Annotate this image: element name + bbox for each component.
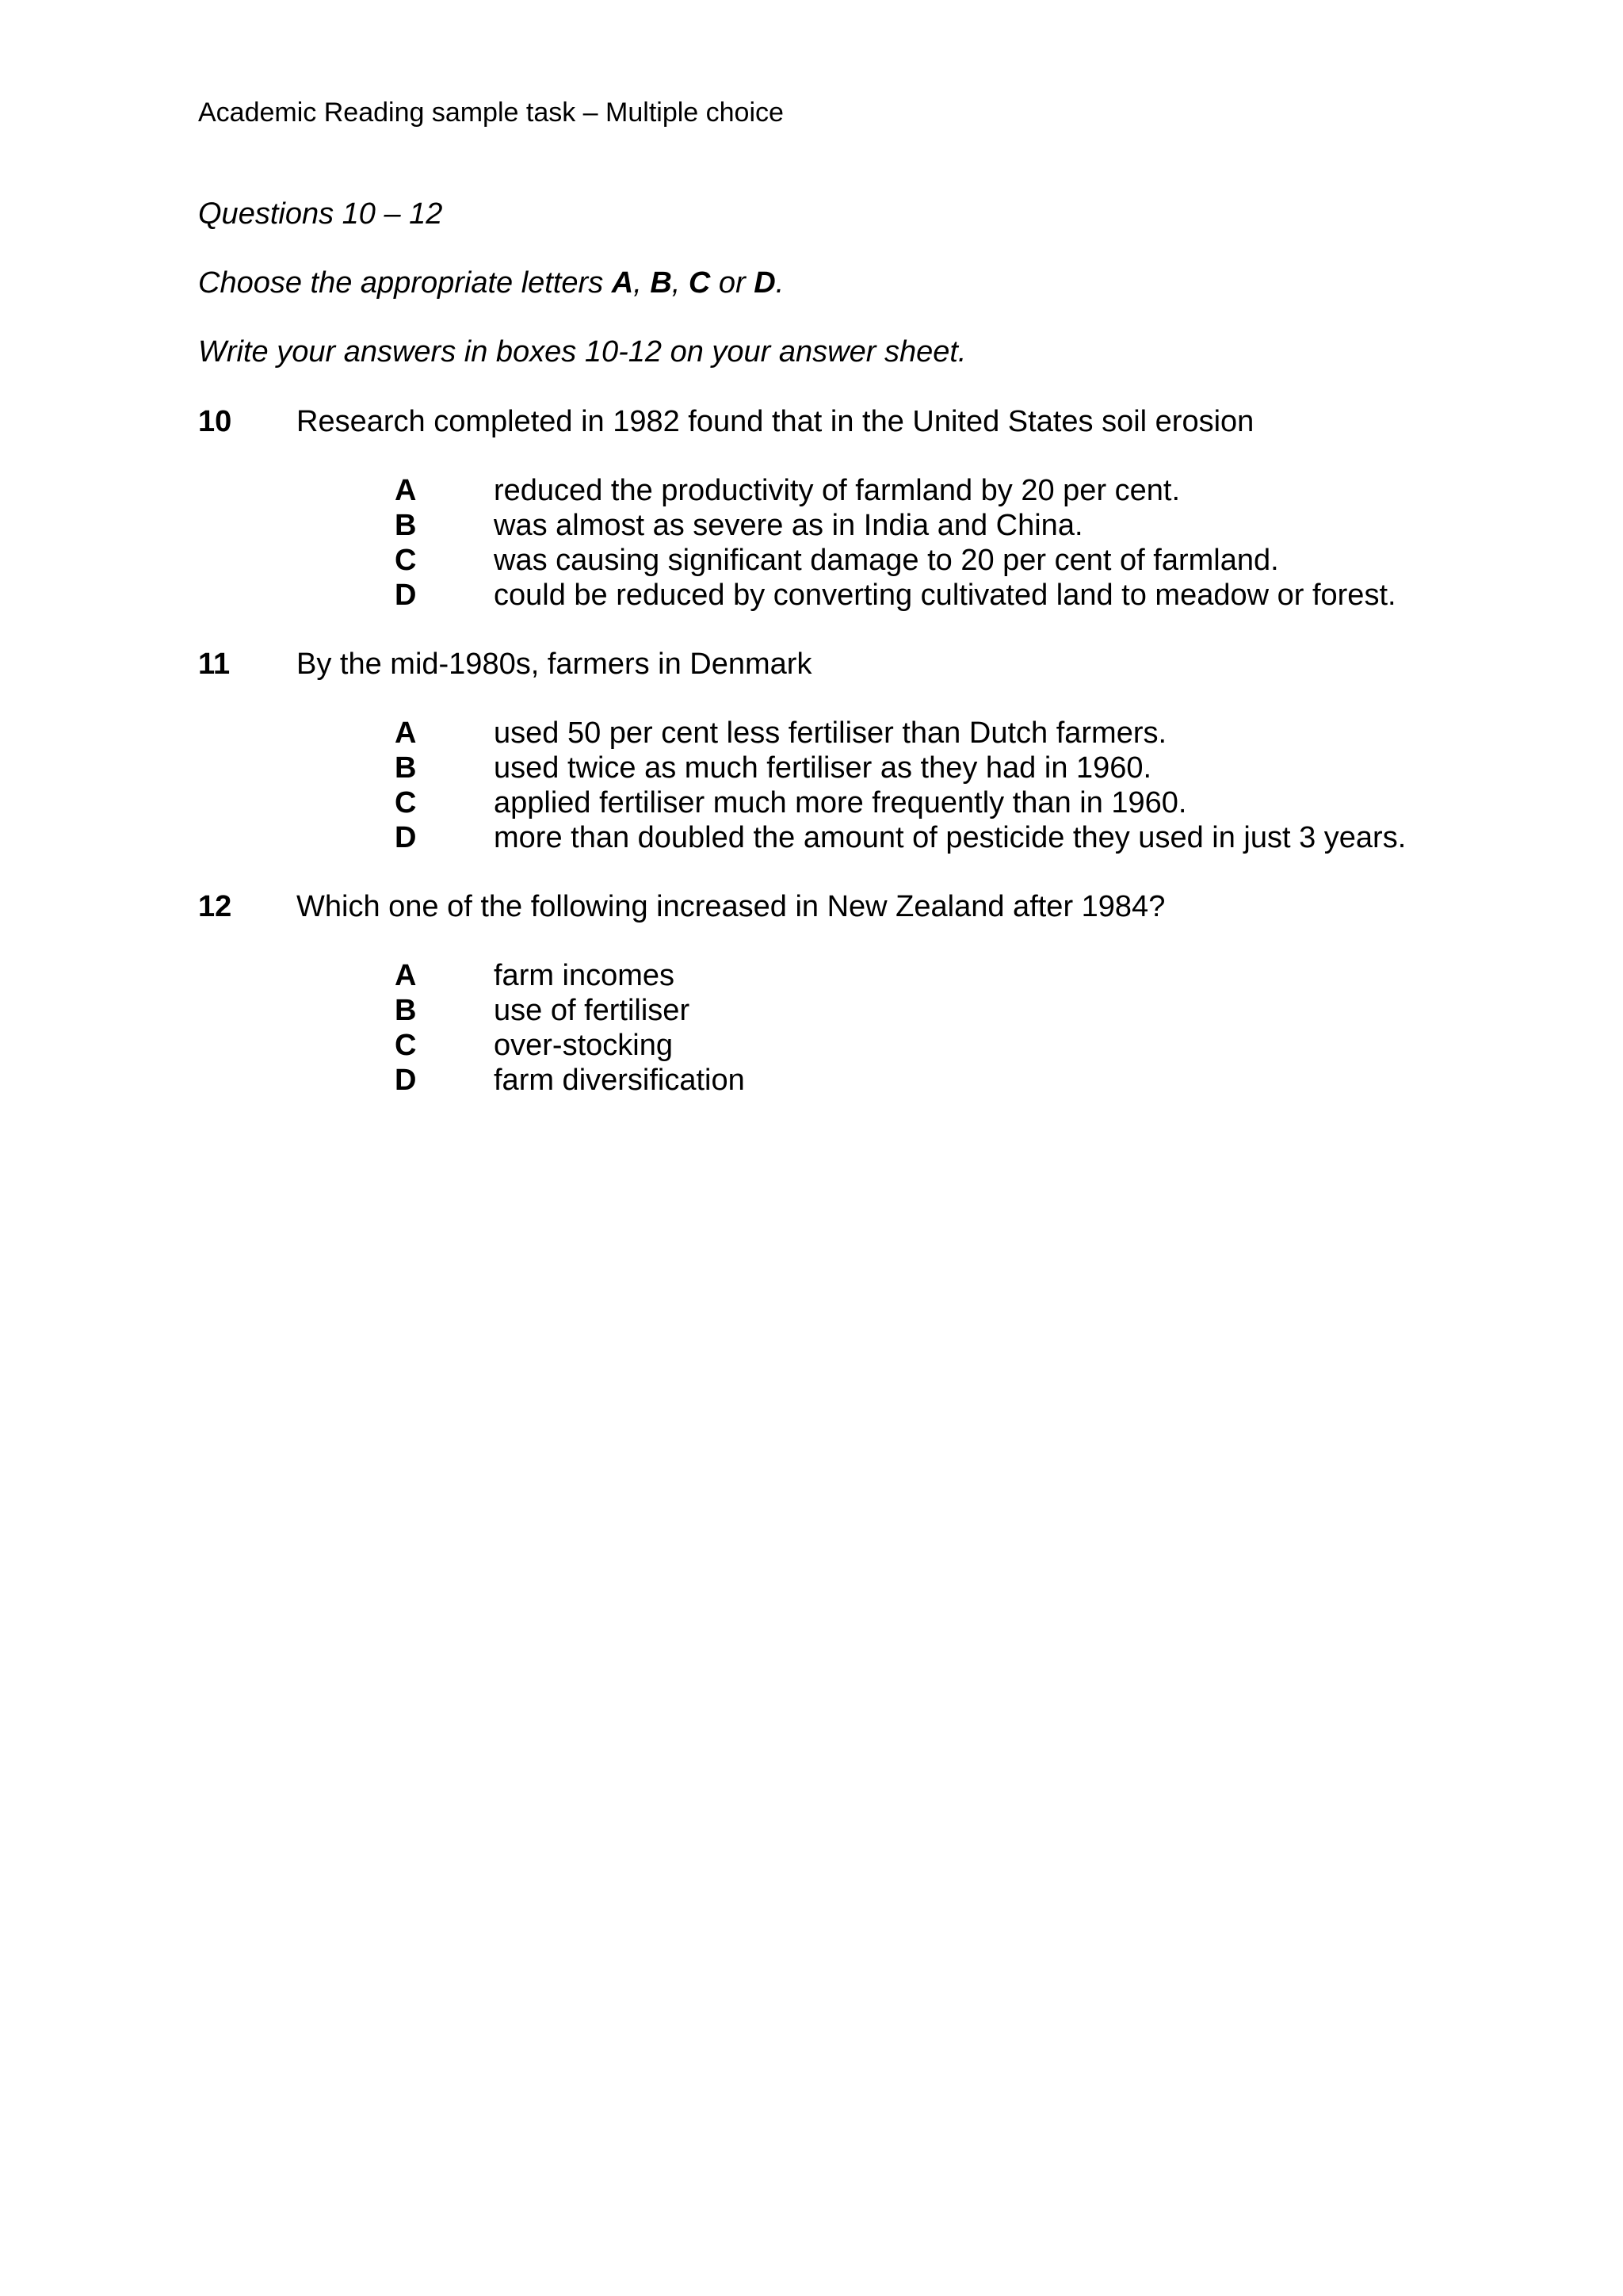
option-letter: B [395, 994, 417, 1027]
option-letter: D [395, 821, 417, 854]
question-number: 11 [198, 648, 231, 681]
choose-letter-b: B [650, 266, 672, 300]
option-letter: C [395, 544, 417, 577]
option-letter: C [395, 786, 417, 819]
option-text: reduced the productivity of farmland by 20 per cent. [494, 474, 1181, 507]
option-letter: B [395, 751, 417, 785]
option-text: could be reduced by converting cultivated land to meadow or forest. [494, 579, 1396, 612]
option-text: applied fertiliser much more frequently than in 1960. [494, 786, 1187, 819]
option-letter: A [395, 716, 417, 750]
choose-sep-3: or [710, 266, 754, 300]
write-instruction: Write your answers in boxes 10-12 on your answer sheet. [198, 335, 967, 369]
choose-prefix: Choose the appropriate letters [198, 266, 612, 300]
option-text: farm diversification [494, 1064, 745, 1097]
option-text: used 50 per cent less fertiliser than Dutch farmers. [494, 716, 1167, 750]
question-number: 10 [198, 405, 232, 438]
choose-letter-a: A [611, 266, 634, 300]
choose-letter-c: C [688, 266, 711, 300]
option-text: over-stocking [494, 1029, 673, 1062]
option-text: used twice as much fertiliser as they had in 1960. [494, 751, 1152, 785]
option-letter: B [395, 509, 417, 542]
option-letter: A [395, 959, 417, 992]
option-letter: D [395, 579, 417, 612]
question-text: Research completed in 1982 found that in the United States soil erosion [296, 405, 1254, 438]
option-text: was causing significant damage to 20 per cent of farmland. [494, 544, 1279, 577]
question-text: Which one of the following increased in New Zealand after 1984? [296, 890, 1166, 923]
option-text: use of fertiliser [494, 994, 690, 1027]
page-header: Academic Reading sample task – Multiple choice [198, 97, 784, 128]
option-letter: A [395, 474, 417, 507]
choose-sep-2: , [671, 266, 689, 300]
option-text: more than doubled the amount of pesticide they used in just 3 years. [494, 821, 1407, 854]
choose-sep-1: , [633, 266, 651, 300]
choose-instruction [198, 266, 784, 300]
question-number: 12 [198, 890, 232, 923]
option-letter: D [395, 1064, 417, 1097]
option-text: was almost as severe as in India and China. [494, 509, 1083, 542]
choose-letter-d: D [754, 266, 776, 300]
questions-range: Questions 10 – 12 [198, 197, 443, 231]
option-text: farm incomes [494, 959, 675, 992]
option-letter: C [395, 1029, 417, 1062]
choose-suffix: . [775, 266, 785, 300]
question-text: By the mid-1980s, farmers in Denmark [296, 648, 812, 681]
